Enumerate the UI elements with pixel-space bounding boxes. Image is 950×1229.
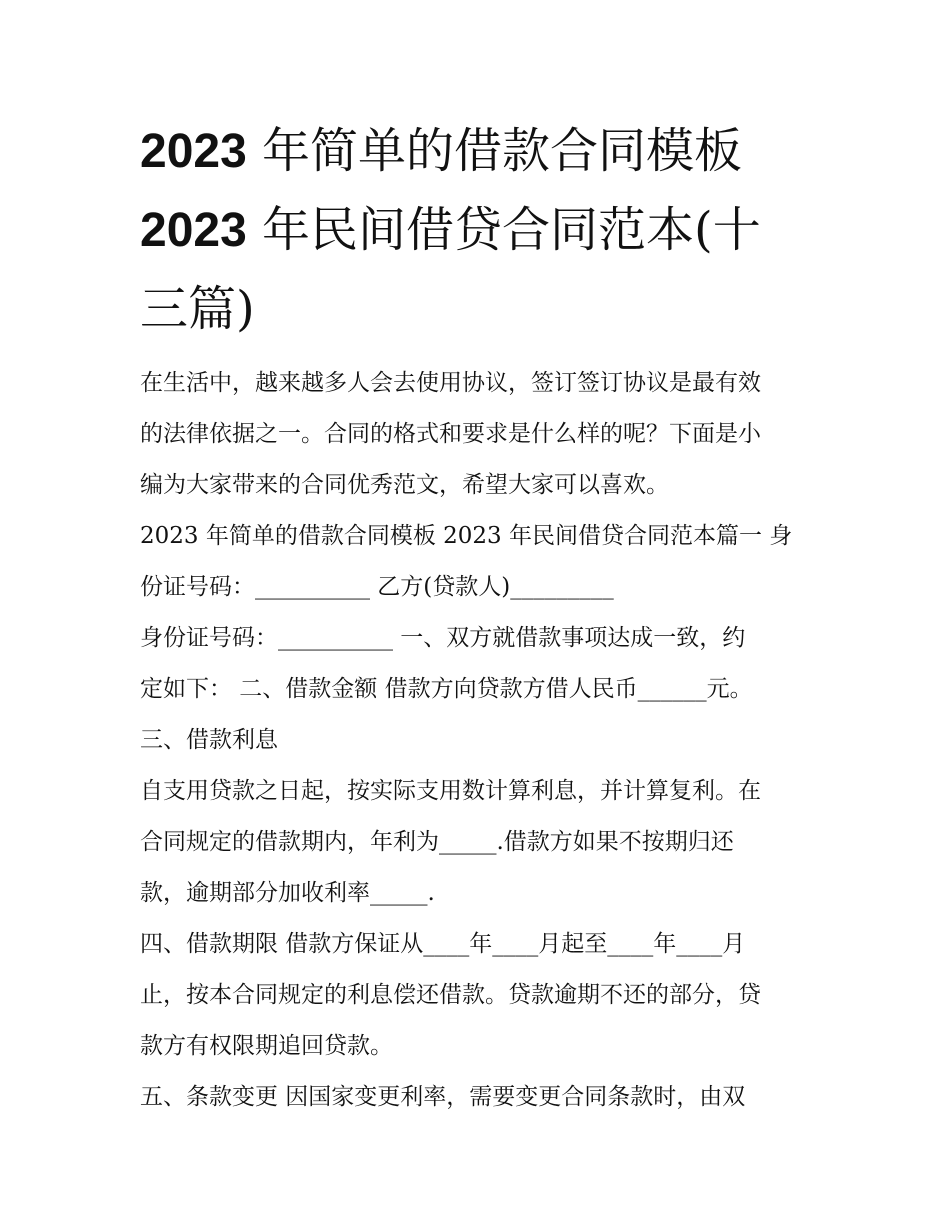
body-line: 五、条款变更 因国家变更利率，需要变更合同条款时，由双 xyxy=(140,1084,746,1110)
body-line: 份证号码：__________ 乙方(贷款人)_________ xyxy=(140,574,614,600)
body-line: 编为大家带来的合同优秀范文，希望大家可以喜欢。 xyxy=(140,472,669,498)
body-line: 定如下： 二、借款金额 借款方向贷款方借人民币______元。 xyxy=(140,676,753,702)
title-text-1: 年简单的借款合同模板 xyxy=(246,123,743,179)
title-line-3: 三篇) xyxy=(140,281,255,337)
body-line: 的法律依据之一。合同的格式和要求是什么样的呢？下面是小 xyxy=(140,421,761,447)
body-line: 三、借款利息 xyxy=(140,727,278,753)
body-line: 合同规定的借款期内，年利为_____.借款方如果不按期归还 xyxy=(140,829,734,855)
title-year-2: 2023 xyxy=(140,204,247,257)
document-body xyxy=(140,358,820,1123)
body-line: 在生活中，越来越多人会去使用协议，签订签订协议是最有效 xyxy=(140,370,761,396)
title-line-2 xyxy=(140,191,820,270)
body-line: 四、借款期限 借款方保证从____年____月起至____年____月 xyxy=(140,931,746,957)
body-line: 止，按本合同规定的利息偿还借款。贷款逾期不还的部分，贷 xyxy=(140,982,761,1008)
body-line: 自支用贷款之日起，按实际支用数计算利息，并计算复利。在 xyxy=(140,778,761,804)
body-line: 身份证号码：__________ 一、双方就借款事项达成一致，约 xyxy=(140,625,746,651)
document-title xyxy=(140,112,820,348)
title-text-2: 年民间借贷合同范本(十 xyxy=(246,202,761,258)
title-line-1 xyxy=(140,112,820,191)
body-line: 2023 年简单的借款合同模板 2023 年民间借贷合同范本篇一 身 xyxy=(140,523,793,549)
body-line: 款方有权限期追回贷款。 xyxy=(140,1033,393,1059)
title-year-1: 2023 xyxy=(140,125,247,178)
body-line: 款，逾期部分加收利率_____. xyxy=(140,880,435,906)
